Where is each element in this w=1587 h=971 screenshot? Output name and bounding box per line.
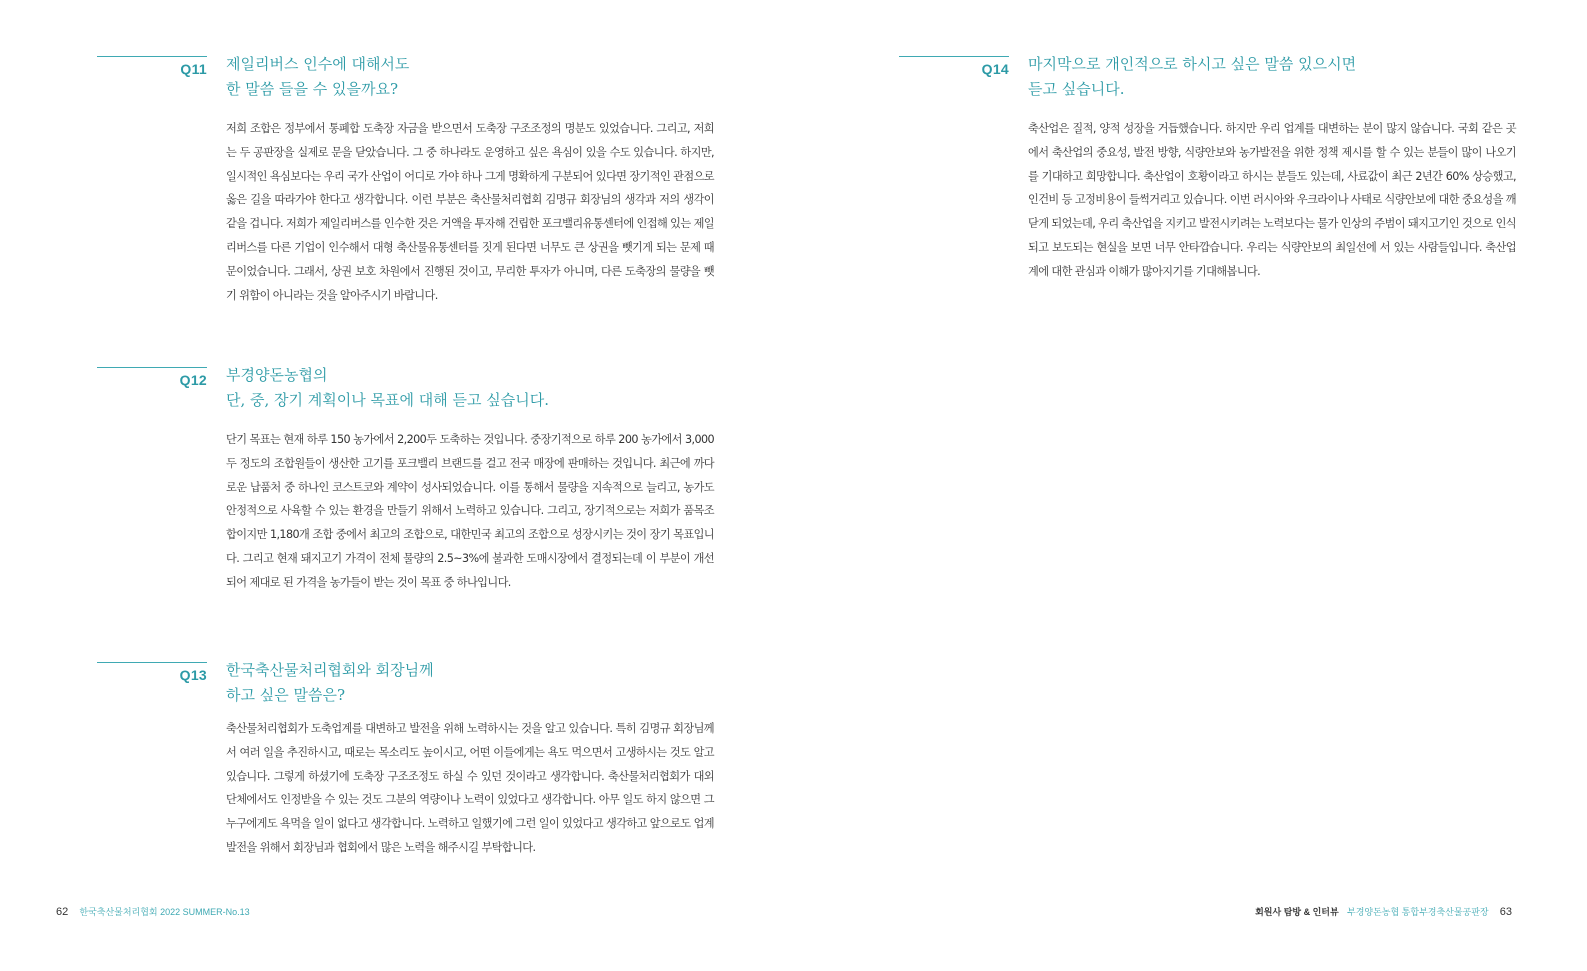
interview-subject: 부경양돈농협 통합부경축산물공판장 (1347, 907, 1489, 917)
page-number: 63 (1499, 906, 1512, 918)
question-number: Q14 (981, 61, 1009, 77)
question-title-line: 부경양돈농협의 (226, 366, 328, 384)
left-footer (56, 905, 250, 918)
question-title-line: 제일리버스 인수에 대해서도 (226, 55, 410, 73)
question-title-line: 단, 중, 장기 계획이나 목표에 대해 듣고 싶습니다. (226, 391, 549, 409)
section-name: 회원사 탐방 & 인터뷰 (1255, 907, 1339, 917)
answer-paragraph: 축산물처리협회가 도축업계를 대변하고 발전을 위해 노력하시는 것을 알고 있습니다. 특히 김명규 회장님께서 여러 일을 추진하시고, 때로는 목소리도 높이시고, 어떤 이들에게는 욕도 먹으면서 고생하시는 것도 알고 있습니다. 그렇게 하셨기에 도축장 구조조정도 하실 수 있던 것이라고 생각합니다. 축산물처리협회가 대외 단체에서도 인정받을 수 있는 것도 그분의 역량이나 노력이 있었다고 생각합니다. 아무 일도 하지 않으면 그 누구에게도 욕먹을 일이 없다고 생각합니다. 노력하고 일했기에 그런 일이 있었다고 생각하고 앞으로도 업계 발전을 위해서 회장님과 협회에서 많은 노력을 해주시길 부탁합니다. (226, 722, 714, 854)
question-title-line: 하고 싶은 말씀은? (226, 686, 346, 704)
question-number: Q11 (180, 61, 207, 77)
question-title (1028, 52, 1548, 102)
question-title-line: 마지막으로 개인적으로 하시고 싶은 말씀 있으시면 (1028, 55, 1357, 73)
question-title (226, 658, 746, 708)
question-rule (97, 56, 207, 57)
question-rule (899, 56, 1009, 57)
answer-paragraph: 저희 조합은 정부에서 통폐합 도축장 자금을 받으면서 도축장 구조조정의 명분도 있었습니다. 그리고, 저희는 두 공판장을 실제로 문을 닫았습니다. 그 중 하나라도 운영하고 싶은 욕심이 있을 수도 있습니다. 하지만, 일시적인 욕심보다는 우리 국가 산업이 어디로 가야 하나 그게 명확하게 구분되어 있다면 장기적인 관점으로 옳은 길을 따라가야 한다고 생각합니다. 이런 부분은 축산물처리협회 김명규 회장님의 생각과 저의 생각이 같을 겁니다. 저희가 제일리버스를 인수한 것은 거액을 투자해 건립한 포크밸리유통센터에 인접해 있는 제일리버스를 다른 기업이 인수해서 대형 축산물유통센터를 짓게 된다면 너무도 큰 상권을 뺏기게 되는 문제 때문이었습니다. 그래서, 상권 보호 차원에서 진행된 것이고, 무리한 투자가 아니며, 다른 도축장의 물량을 뺏기 위함이 아니라는 것을 알아주시기 바랍니다. (226, 122, 714, 302)
question-rule (97, 367, 207, 368)
question-number: Q12 (179, 372, 207, 388)
publication-name: 한국축산물처리협회 2022 SUMMER-No.13 (79, 907, 250, 917)
page-number: 62 (56, 906, 69, 918)
answer-paragraph: 축산업은 질적, 양적 성장을 거듭했습니다. 하지만 우리 업계를 대변하는 분이 많지 않습니다. 국회 같은 곳에서 축산업의 중요성, 발전 방향, 식량안보와 농가발전을 위한 정책 제시를 할 수 있는 분들이 많이 나오기를 기대하고 희망합니다. 축산업이 호황이라고 하시는 분들도 있는데, 사료값이 최근 2년간 60% 상승했고, 인건비 등 고정비용이 들썩거리고 있습니다. 이번 러시아와 우크라이나 사태로 식량안보에 대한 중요성을 깨닫게 되었는데, 우리 축산업을 지키고 발전시키려는 노력보다는 물가 인상의 주범이 돼지고기인 것으로 인식되고 보도되는 현실을 보면 너무 안타깝습니다. 우리는 식량안보의 최일선에 서 있는 사람들입니다. 축산업계에 대한 관심과 이해가 많아지기를 기대해봅니다. (1028, 122, 1516, 278)
right-footer (1255, 905, 1512, 918)
question-title (226, 363, 746, 413)
answer-paragraph: 단기 목표는 현재 하루 150 농가에서 2,200두 도축하는 것입니다. 중장기적으로 하루 200 농가에서 3,000두 정도의 조합원들이 생산한 고기를 포크밸리 브랜드를 걸고 전국 매장에 판매하는 것입니다. 최근에 까다로운 납품처 중 하나인 코스트코와 계약이 성사되었습니다. 이를 통해서 물량을 지속적으로 늘리고, 농가도 안정적으로 사육할 수 있는 환경을 만들기 위해서 노력하고 있습니다. 그리고, 장기적으로는 저희가 품목조합이지만 1,180개 조합 중에서 최고의 조합으로, 대한민국 최고의 조합으로 성장시키는 것이 장기 목표입니다. 그리고 현재 돼지고기 가격이 전체 물량의 2.5~3%에 불과한 도매시장에서 결정되는데 이 부분이 개선되어 제대로 된 가격을 농가들이 받는 것이 목표 중 하나입니다. (226, 433, 714, 589)
question-title-line: 한 말씀 들을 수 있을까요? (226, 80, 399, 98)
question-number: Q13 (179, 667, 207, 683)
question-title (226, 52, 746, 102)
question-rule (97, 662, 207, 663)
question-title-line: 듣고 싶습니다. (1028, 80, 1125, 98)
question-title-line: 한국축산물처리협회와 회장님께 (226, 661, 434, 679)
